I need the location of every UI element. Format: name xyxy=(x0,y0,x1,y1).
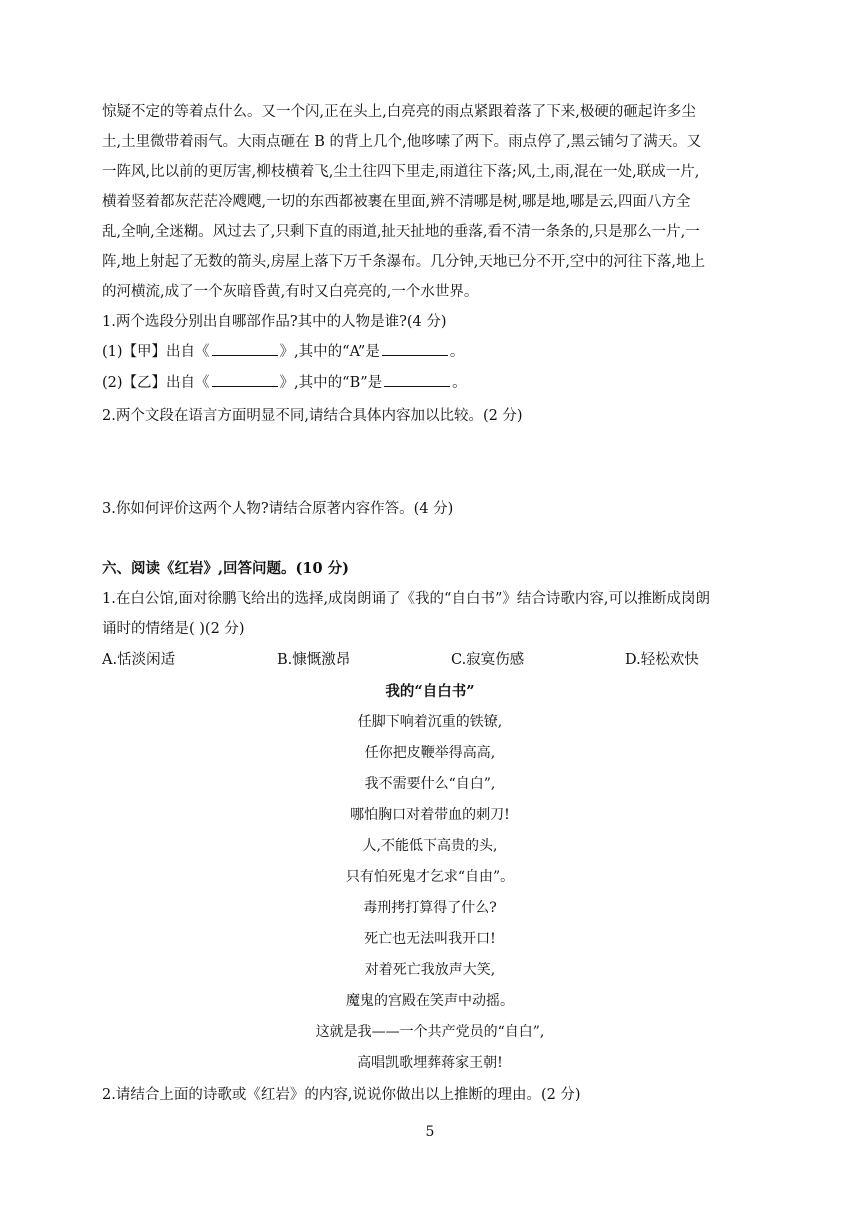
option-a: A.恬淡闲适 xyxy=(102,652,176,668)
passage-line: 土,土里微带着雨气。大雨点砸在 B 的背上几个,他哆嗦了两下。雨点停了,黑云铺匀了满天。又 xyxy=(102,134,702,150)
poem-line: 人,不能低下高贵的头, xyxy=(362,838,498,854)
answer-blank[interactable] xyxy=(212,372,278,387)
question-6-2: 2.请结合上面的诗歌或《红岩》的内容,说说你做出以上推断的理由。(2 分) xyxy=(102,1087,581,1103)
option-c: C.寂寞伤感 xyxy=(451,652,525,668)
section-6-heading: 六、阅读《红岩》,回答问题。(10 分) xyxy=(102,560,349,577)
poem-title: 我的“自白书” xyxy=(385,683,475,700)
poem-line: 毒刑拷打算得了什么? xyxy=(363,900,497,916)
answer-blank[interactable] xyxy=(382,341,448,356)
poem-line: 哪怕胸口对着带血的刺刀! xyxy=(350,807,510,823)
passage-line: 阵,地上射起了无数的箭头,房屋上落下万千条瀑布。几分钟,天地已分不开,空中的河往下落,地上 xyxy=(102,254,706,270)
poem-line: 死亡也无法叫我开口! xyxy=(364,931,496,947)
question-5-3: 3.你如何评价这两个人物?请结合原著内容作答。(4 分) xyxy=(102,501,454,517)
question-6-1-line1: 1.在白公馆,面对徐鹏飞给出的选择,成岗朗诵了《我的“自白书”》结合诗歌内容,可以推断成岗朗 xyxy=(102,591,710,607)
q-end: 。 xyxy=(449,344,465,360)
option-b: B.慷慨激昂 xyxy=(277,652,351,668)
passage-line: 横着竖着都灰茫茫冷飕飕,一切的东西都被裹在里面,辨不清哪是树,哪是地,哪是云,四面八方全 xyxy=(102,194,691,210)
q-prefix: (2)【乙】出自《 xyxy=(102,375,210,391)
answer-blank[interactable] xyxy=(212,341,278,356)
passage-line: 的河横流,成了一个灰暗昏黄,有时又白亮亮的,一个水世界。 xyxy=(102,284,479,300)
poem-line: 只有怕死鬼才乞求“自由”。 xyxy=(345,869,515,885)
question-5-1: 1.两个选段分别出自哪部作品?其中的人物是谁?(4 分) xyxy=(102,314,447,330)
option-d: D.轻松欢快 xyxy=(625,652,699,668)
passage-line: 乱,全响,全迷糊。风过去了,只剩下直的雨道,扯天扯地的垂落,看不清一条条的,只是那么一片,一 xyxy=(102,224,700,240)
q-mid: 》,其中的“B”是 xyxy=(279,375,383,391)
poem-line: 任你把皮鞭举得高高, xyxy=(364,745,496,761)
poem-line: 我不需要什么“自白”, xyxy=(364,776,496,792)
question-5-1a xyxy=(102,340,464,361)
q-end: 。 xyxy=(452,375,467,391)
question-5-1b xyxy=(102,371,467,392)
poem-line: 对着死亡我放声大笑, xyxy=(364,962,496,978)
poem-line: 这就是我——一个共产党员的“自白”, xyxy=(315,1024,545,1040)
q-prefix: (1)【甲】出自《 xyxy=(102,344,210,360)
question-6-1-line2: 诵时的情绪是( )(2 分) xyxy=(102,621,245,637)
poem-line: 高唱凯歌埋葬蒋家王朝! xyxy=(357,1055,503,1071)
answer-blank[interactable] xyxy=(384,372,450,387)
q-mid: 》,其中的“A”是 xyxy=(279,344,380,360)
question-5-2: 2.两个文段在语言方面明显不同,请结合具体内容加以比较。(2 分) xyxy=(102,408,523,424)
poem-line: 任脚下响着沉重的铁镣, xyxy=(357,714,503,730)
poem-line: 魔鬼的宫殿在笑声中动摇。 xyxy=(346,993,514,1009)
passage-line: 一阵风,比以前的更厉害,柳枝横着飞,尘土往四下里走,雨道往下落;风,土,雨,混在一处,联成一片, xyxy=(102,164,700,180)
page-number: 5 xyxy=(425,1124,435,1140)
passage-line: 惊疑不定的等着点什么。又一个闪,正在头上,白亮亮的雨点紧跟着落了下来,极硬的砸起许多尘 xyxy=(102,104,696,120)
